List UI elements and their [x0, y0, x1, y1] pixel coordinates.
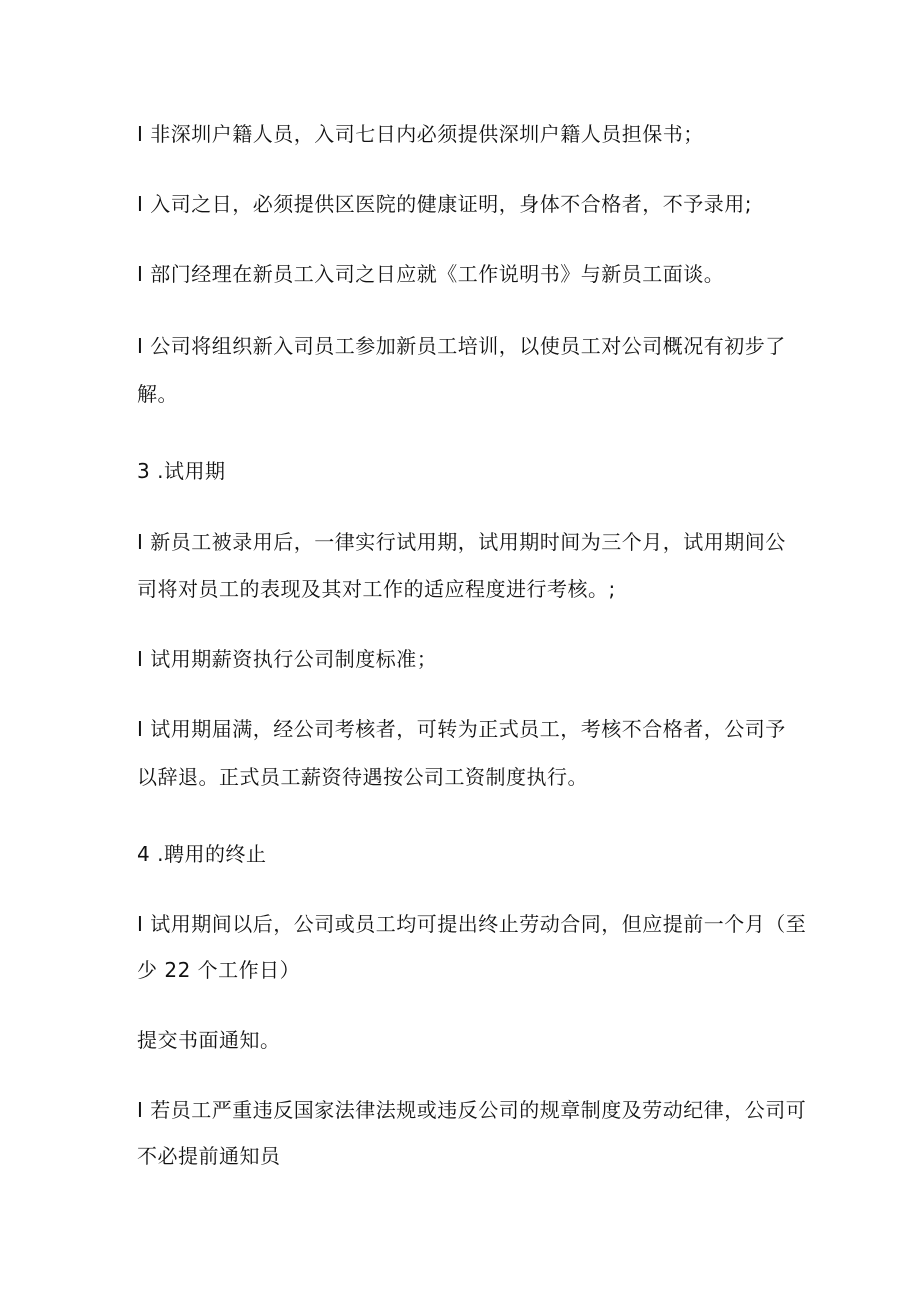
paragraph-line: I 新员工被录用后，一律实行试用期，试用期时间为三个月，试用期间公: [137, 530, 786, 554]
paragraph-line: I 若员工严重违反国家法律法规或违反公司的规章制度及劳动纪律，公司可: [137, 1098, 807, 1122]
paragraph-line: 提交书面通知。: [137, 1028, 281, 1052]
section-heading-probation: 3 .试用期: [137, 459, 226, 483]
paragraph-line: 司将对员工的表现及其对工作的适应程度进行考核。;: [137, 577, 616, 601]
section-heading-termination: 4 .聘用的终止: [137, 842, 267, 866]
paragraph-line: I 公司将组织新入司员工参加新员工培训，以使员工对公司概况有初步了: [137, 334, 786, 358]
paragraph-line: 少 22 个工作日）: [137, 958, 301, 982]
paragraph-line: 解。: [137, 382, 178, 406]
paragraph-line: I 部门经理在新员工入司之日应就《工作说明书》与新员工面谈。: [137, 262, 725, 286]
paragraph-line: I 非深圳户籍人员，入司七日内必须提供深圳户籍人员担保书；: [137, 122, 704, 146]
paragraph-line: I 入司之日，必须提供区医院的健康证明，身体不合格者，不予录用;: [137, 192, 752, 216]
paragraph-line: 以辞退。正式员工薪资待遇按公司工资制度执行。: [137, 765, 588, 789]
paragraph-line: I 试用期间以后，公司或员工均可提出终止劳动合同，但应提前一个月（至: [137, 912, 807, 936]
paragraph-line: I 试用期届满，经公司考核者，可转为正式员工，考核不合格者，公司予: [137, 717, 786, 741]
paragraph-line: I 试用期薪资执行公司制度标准；: [137, 647, 438, 671]
paragraph-line: 不必提前通知员: [137, 1144, 281, 1168]
